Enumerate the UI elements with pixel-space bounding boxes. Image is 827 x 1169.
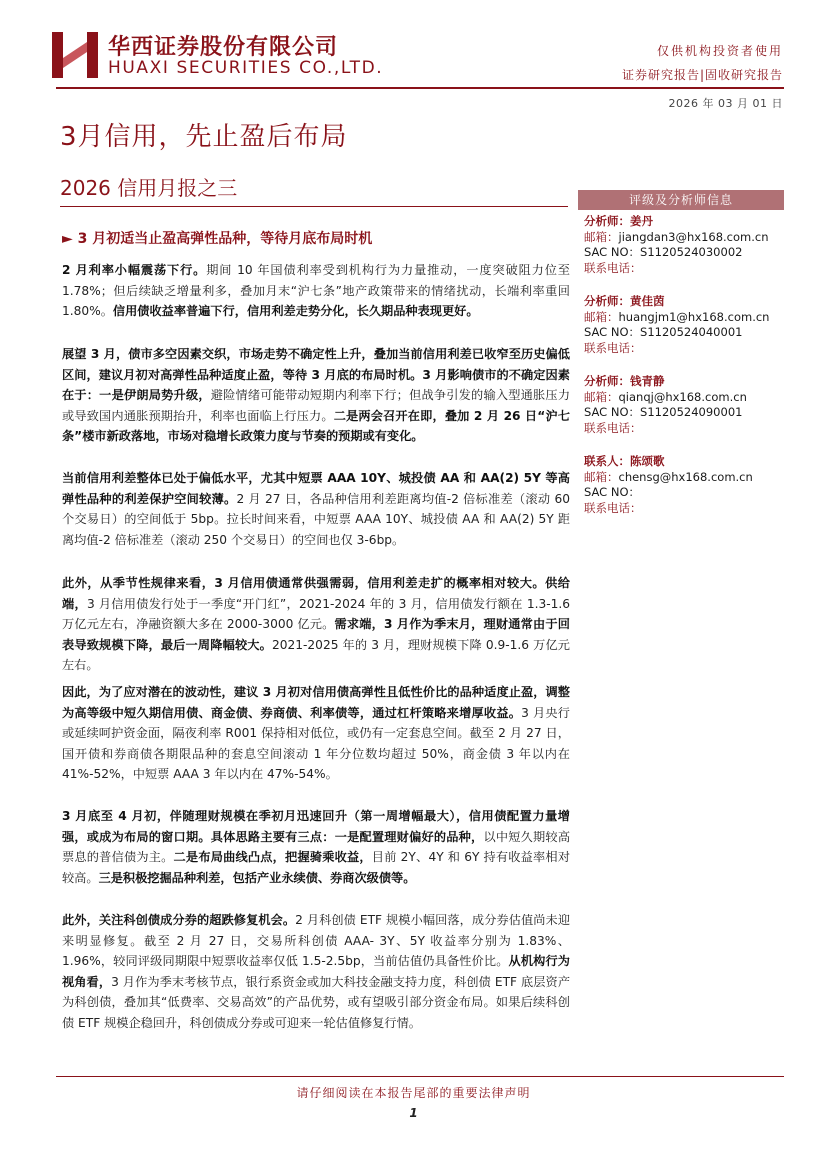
paragraph-2: [62, 344, 570, 447]
analyst-card: [584, 374, 784, 436]
email-label: 邮箱：: [584, 469, 619, 484]
analyst-name: 钱青静: [630, 374, 665, 388]
text-run: 以中短久期较高票息的普信债为主。: [62, 829, 571, 865]
bold-run: 三是积极挖掘品种利差，包括产业永续债、券商次级债等。: [98, 870, 416, 885]
text-run: 避险情绪可能带动短期内利率下行；但战争引发的输入型通胀压力或导致国内通胀预期抬升，利率也面临上行压力。: [62, 388, 571, 423]
bold-run: 当前信用利差整体已处于偏低水平，尤其中短票 AAA 10Y、城投债 AA 和 AA(2) 5Y 等高弹性品种的利差保护空间较薄。: [62, 471, 570, 506]
paragraph-1: [62, 260, 570, 322]
text-run: 2 月 27 日，各品种信用利差距离均值-2 倍标准差（滚动 60 个交易日）的空间低于 5bp。拉长时间来看，中短票 AAA 10Y、城投债 AA 和 AA(2) 5Y 距离均值-2 倍标准差（滚动 250 个交易日）的空间也仅 3-6bp。: [62, 491, 571, 547]
analyst-role: 分析师：: [584, 214, 630, 228]
text-run: 2021-2025 年的 3 月，理财规模下降 0.9-1.6 万亿元左右。: [62, 637, 570, 673]
sac-label: SAC NO：: [584, 325, 641, 340]
legal-notice: 请仔细阅读在本报告尾部的重要法律声明: [296, 1086, 531, 1100]
paragraph-3: [62, 468, 570, 550]
footer-divider: [56, 1076, 784, 1077]
subtitle-divider: [60, 206, 568, 207]
text-run: 3 月央行或延续呵护资金面，隔夜利率 R001 保持相对低位，或仍有一定套息空间。截至 2 月 27 日，国开债和券商债各期限品种的套息空间滚动 1 年分位数均超过 50%，商金债 3 年以内在 41%-52%，中短票 AAA 3 年以内在 47%-54%。: [62, 705, 570, 782]
report-type: 证券研究报告|固收研究报告: [621, 68, 783, 82]
paragraph-4: [62, 573, 570, 676]
analyst-email[interactable]: chensg@hx168.com.cn: [618, 469, 753, 484]
bold-run: 需求端，3 月作为季末月，理财通常由于回表导致规模下降，最后一周降幅较大。: [62, 617, 570, 652]
sac-label: SAC NO：: [584, 405, 641, 420]
bold-run: 从机构行为视角看，: [62, 954, 570, 989]
analyst-email[interactable]: qianqj@hx168.com.cn: [618, 389, 747, 404]
email-label: 邮箱：: [584, 229, 619, 244]
text-run: 期间 10 年国债利率受到机构行为力量推动，一度突破阻力位至 1.78%；但后续缺乏增量利多，叠加月末“沪七条”地产政策带来的情绪扰动，长端利率重回 1.80%。: [62, 263, 570, 319]
analyst-card: [584, 214, 784, 276]
paragraph-6: [62, 806, 570, 888]
bold-run: 展望 3 月，债市多空因素交织，市场走势不确定性上升，叠加当前信用利差已收窄至历史偏低区间，建议月初对高弹性品种适度止盈，等待 3 月底的布局时机。3 月影响债市的不确定因素在于：一是伊朗局势升级，: [62, 347, 570, 403]
analyst-email[interactable]: jiangdan3@hx168.com.cn: [618, 229, 769, 244]
paragraph-7: [62, 910, 570, 1034]
report-date: 2026 年 03 月 01 日: [668, 97, 783, 110]
email-label: 邮箱：: [584, 389, 619, 404]
company-name-en: HUAXI SECURITIES CO.,LTD.: [108, 58, 384, 78]
paragraph-5: [62, 682, 570, 785]
report-title: 3月信用，先止盈后布局: [60, 122, 348, 152]
bold-run: 此外，关注科创债成分券的超跌修复机会。: [62, 913, 296, 927]
analyst-card: [584, 294, 784, 356]
analyst-name: 姜丹: [630, 214, 653, 228]
bold-run: 2 月利率小幅震荡下行。: [62, 263, 207, 277]
sac-label: SAC NO：: [584, 485, 641, 500]
phone-label: 联系电话：: [584, 260, 642, 275]
huaxi-logo-icon: [52, 32, 98, 78]
analyst-email[interactable]: huangjm1@hx168.com.cn: [618, 309, 770, 324]
analyst-card: [584, 454, 784, 516]
phone-label: 联系电话：: [584, 340, 642, 355]
header-divider: [56, 87, 784, 89]
bold-run: 因此，为了应对潜在的波动性，建议 3 月初对信用债高弹性且低性价比的品种适度止盈，调整为高等级中短久期信用债、商金债、券商债、利率债等，通过杠杆策略来增厚收益。: [62, 685, 570, 720]
bold-run: 信用债收益率普遍下行，信用利差走势分化，长久期品种表现更好。: [112, 304, 479, 319]
page-number: 1: [409, 1106, 418, 1120]
analyst-sac: S1120524090001: [640, 405, 743, 420]
text-run: 目前 2Y、4Y 和 6Y 持有收益率相对较高。: [62, 850, 571, 885]
text-run: 3 月信用债发行处于一季度“开门红”，2021-2024 年的 3 月，信用债发行额在 1.3-1.6 万亿元左右，净融资额大多在 2000-3000 亿元。: [62, 596, 571, 632]
section-heading: ► 3 月初适当止盈高弹性品种，等待月底布局时机: [62, 231, 373, 247]
analyst-name: 陈颂歌: [630, 454, 665, 468]
phone-label: 联系电话：: [584, 500, 642, 515]
bold-run: 此外，从季节性规律来看，3 月信用债通常供强需弱，信用利差走扩的概率相对较大。供给端，: [62, 576, 570, 611]
email-label: 邮箱：: [584, 309, 619, 324]
bold-run: 3 月底至 4 月初，伴随理财规模在季初月迅速回升（第一周增幅最大），信用债配置力量增强，或成为布局的窗口期。具体思路主要有三点：一是配置理财偏好的品种，: [62, 809, 570, 844]
bold-run: 二是布局曲线凸点，把握骑乘收益，: [173, 850, 372, 865]
analyst-sac: S1120524040001: [640, 325, 743, 340]
text-run: 3 月作为季末考核节点，银行系资金或加大科技金融支持力度，科创债 ETF 底层资产为科创债，叠加其“低费率、交易高效”的产品优势，或有望吸引部分资金布局。如果后续科创债 ETF 规模企稳回升，科创债成分券或可迎来一轮估值修复行情。: [62, 974, 571, 1030]
sac-label: SAC NO：: [584, 245, 641, 260]
report-subtitle: 2026 信用月报之三: [60, 176, 238, 200]
bold-run: 二是两会召开在即，叠加 2 月 26 日“沪七条”楼市新政落地，市场对稳增长政策力度与节奏的预期或有变化。: [62, 408, 570, 444]
analyst-name: 黄佳茵: [630, 294, 665, 308]
analyst-info-header: 评级及分析师信息: [578, 190, 784, 210]
text-run: 2 月科创债 ETF 规模小幅回落，成分券估值尚未迎来明显修复。截至 2 月 27 日，交易所科创债 AAA- 3Y、5Y 收益率分别为 1.83%、1.96%，较同评级同期限中短票收益率仅低 1.5-2.5bp，当前估值仍具备性价比。: [62, 913, 571, 969]
audience-note: 仅供机构投资者使用: [656, 44, 783, 58]
analyst-sac: S1120524030002: [640, 245, 743, 260]
analyst-role: 分析师：: [584, 374, 630, 388]
company-name-cn: 华西证券股份有限公司: [108, 35, 339, 60]
phone-label: 联系电话：: [584, 420, 642, 435]
analyst-role: 联系人：: [584, 454, 630, 468]
analyst-role: 分析师：: [584, 294, 630, 308]
